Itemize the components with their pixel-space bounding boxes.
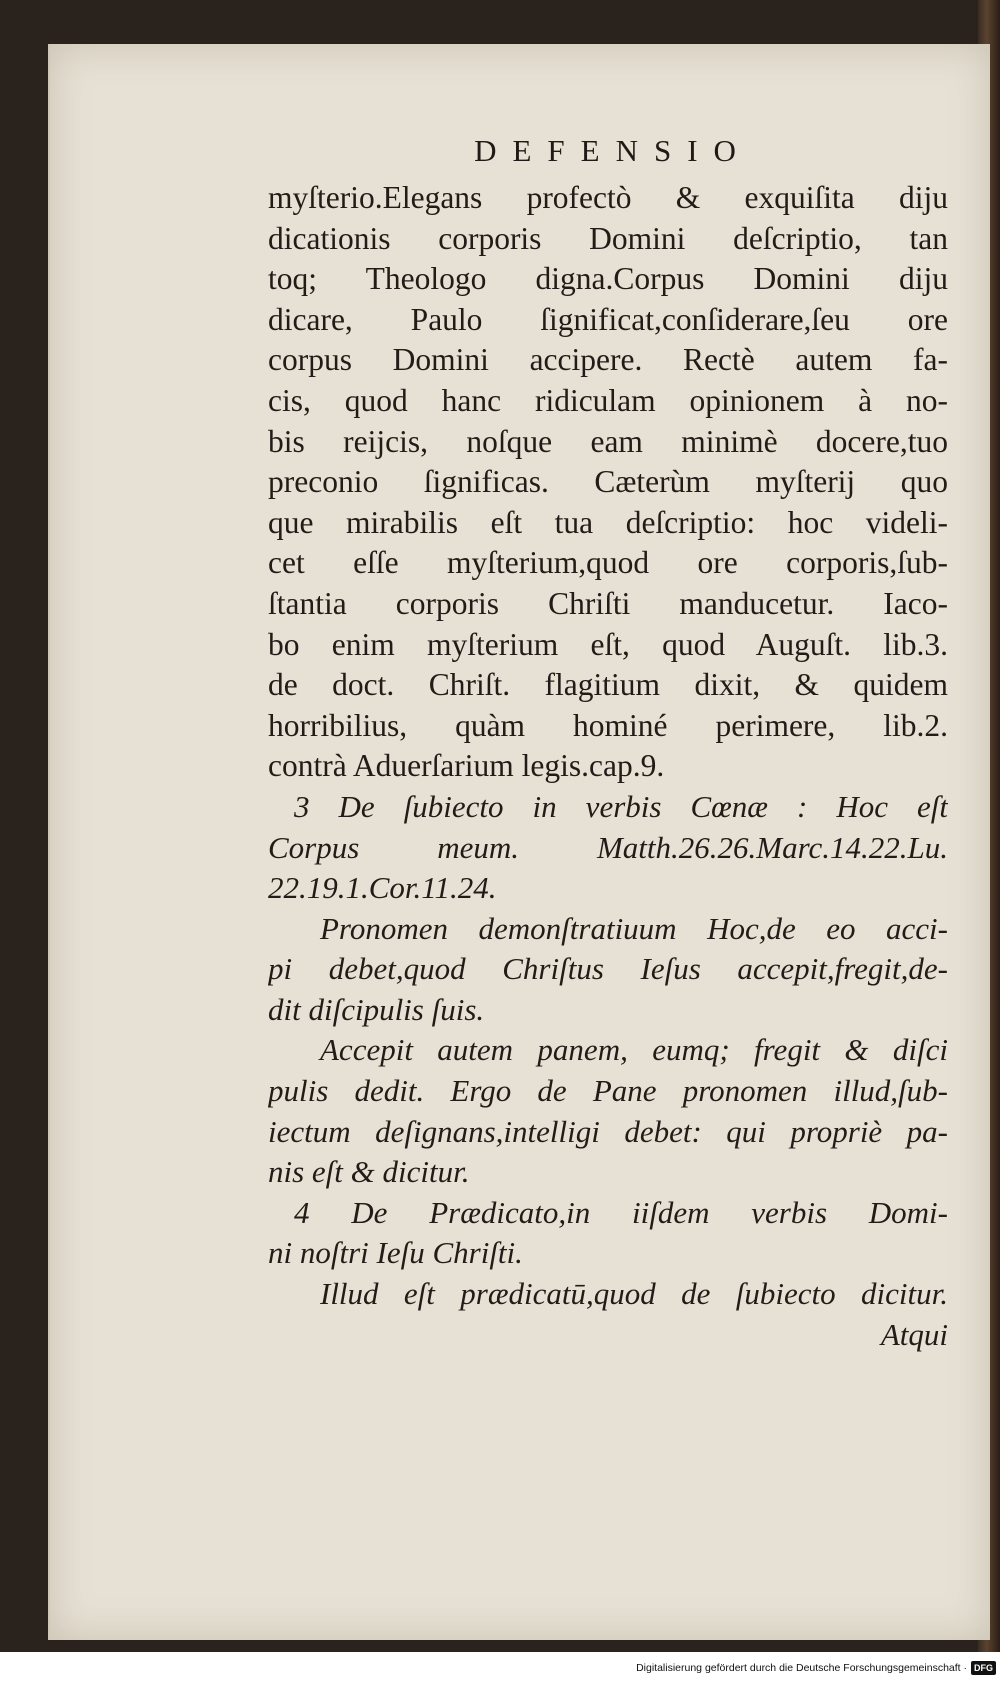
text-line: corpus Domini accipere. Rectè autem fa-: [268, 342, 948, 378]
text-lines: [268, 178, 948, 1355]
text-line: que mirabilis eſt tua deſcriptio: hoc videli-: [268, 504, 948, 540]
page-sheet: [48, 44, 990, 1640]
text-line: preconio ſignificas. Cæterùm myſterij quo: [268, 464, 948, 500]
running-head: DEFENSIO: [474, 133, 752, 168]
text-line: dicationis corporis Domini deſcriptio, tan: [268, 220, 948, 256]
text-block: [268, 128, 948, 1355]
text-line: ni noſtri Ieſu Chriſti.: [268, 1235, 523, 1271]
footer-credit: Digitalisierung gefördert durch die Deutsche Forschungsgemeinschaft ·: [636, 1662, 967, 1674]
text-line: myſterio.Elegans profectò & exquiſita diju: [268, 180, 948, 215]
text-line: 4 De Prædicato,in iiſdem verbis Domi-: [294, 1194, 948, 1230]
text-line: de doct. Chriſt. flagitium dixit, & quidem: [268, 667, 948, 703]
text-line: contrà Aduerſarium legis.cap.9.: [268, 748, 665, 784]
text-line: Accepit autem panem, eumq; fregit & diſci: [320, 1032, 948, 1068]
text-line: bo enim myſterium eſt, quod Auguſt. lib.3.: [268, 626, 948, 662]
text-line: pulis dedit. Ergo de Pane pronomen illud,ſub-: [268, 1073, 948, 1109]
text-line: Illud eſt prædicatū,quod de ſubiecto dicitur.: [320, 1276, 948, 1312]
digitization-footer: [636, 1658, 996, 1678]
text-line: Atqui: [880, 1316, 948, 1352]
text-line: 22.19.1.Cor.11.24.: [268, 870, 497, 906]
text-line: dicare, Paulo ſignificat,conſiderare,ſeu ore: [268, 301, 948, 337]
text-line: pi debet,quod Chriſtus Ieſus accepit,fregit,de-: [268, 951, 948, 987]
text-line: nis eſt & dicitur.: [268, 1154, 470, 1190]
text-line: Pronomen demonſtratiuum Hoc,de eo acci-: [320, 910, 948, 946]
text-line: bis reijcis, noſque eam minimè docere,tuo: [268, 423, 948, 459]
text-line: Corpus meum. Matth.26.26.Marc.14.22.Lu.: [268, 829, 948, 865]
text-line: iectum deſignans,intelligi debet: qui propriè pa-: [268, 1113, 948, 1149]
dfg-logo-badge: DFG: [971, 1661, 996, 1675]
text-line: ſtantia corporis Chriſti manducetur. Iaco-: [268, 585, 948, 621]
text-line: dit diſcipulis ſuis.: [268, 991, 485, 1027]
text-line: toq; Theologo digna.Corpus Domini diju: [268, 261, 948, 297]
text-line: horribilius, quàm hominé perimere, lib.2.: [268, 707, 948, 743]
text-line: cet eſſe myſterium,quod ore corporis,ſub-: [268, 545, 948, 581]
text-line: 3 De ſubiecto in verbis Cœnæ : Hoc eſt: [294, 788, 948, 824]
text-line: cis, quod hanc ridiculam opinionem à no-: [268, 382, 948, 418]
